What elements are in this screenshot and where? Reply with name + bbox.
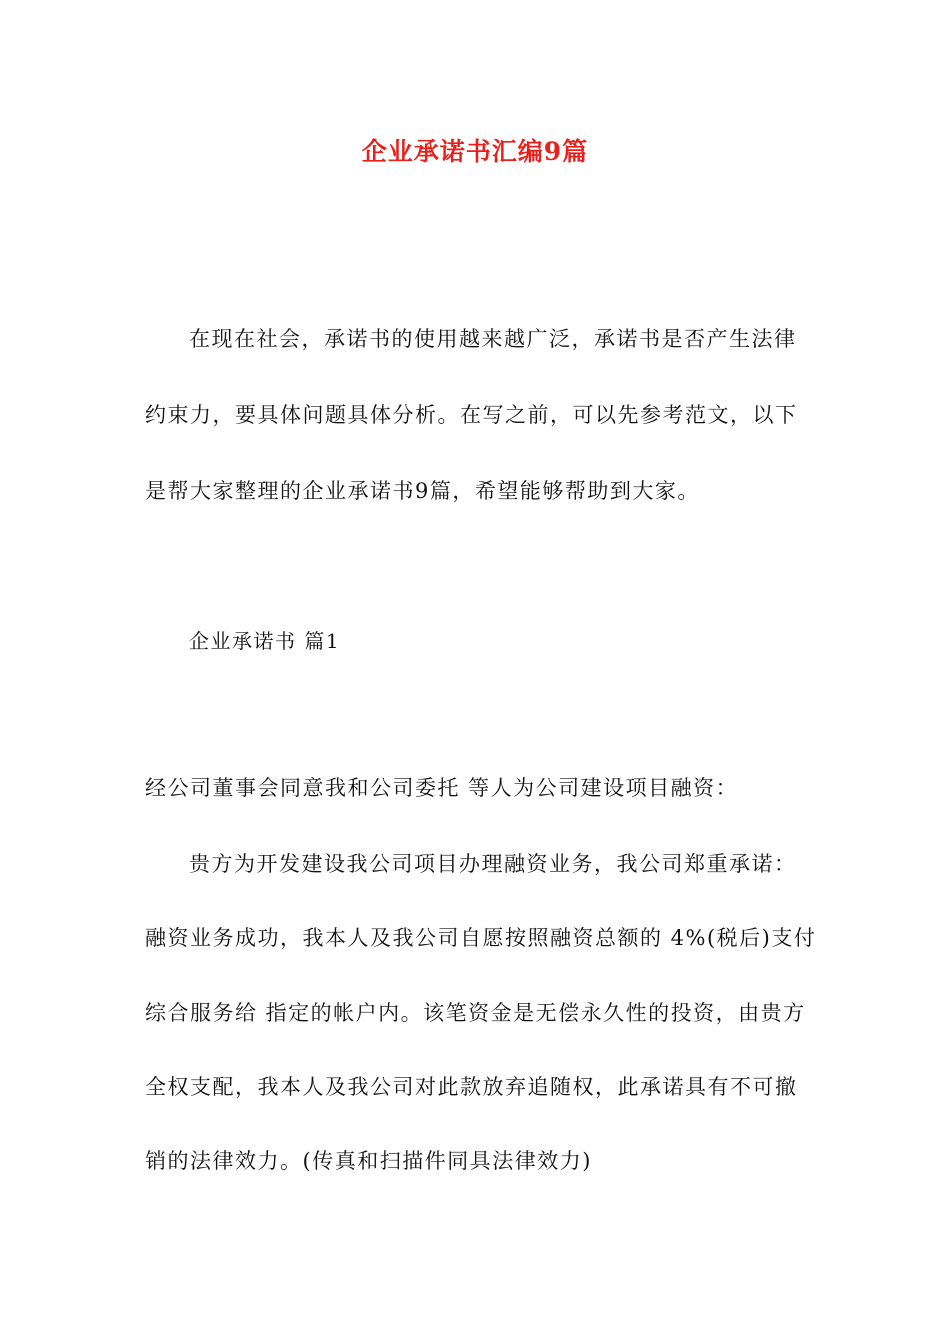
body-line-2: 贵方为开发建设我公司项目办理融资业务，我公司郑重承诺：: [189, 852, 797, 876]
intro-line-1: 在现在社会，承诺书的使用越来越广泛，承诺书是否产生法律: [189, 327, 797, 351]
body-line-4: 综合服务给 指定的帐户内。该笔资金是无偿永久性的投资，由贵方: [145, 1001, 806, 1025]
body-line-6: 销的法律效力。(传真和扫描件同具法律效力): [145, 1149, 592, 1173]
document-title: 企业承诺书汇编9篇: [361, 137, 589, 166]
section-heading: 企业承诺书 篇1: [189, 629, 341, 653]
intro-line-2: 约束力，要具体问题具体分析。在写之前，可以先参考范文，以下: [145, 403, 798, 427]
body-line-3: 融资业务成功，我本人及我公司自愿按照融资总额的 4%(税后)支付: [145, 926, 817, 950]
body-line-5: 全权支配，我本人及我公司对此款放弃追随权，此承诺具有不可撤: [145, 1075, 798, 1099]
body-line-1: 经公司董事会同意我和公司委托 等人为公司建设项目融资：: [145, 776, 739, 800]
intro-line-3: 是帮大家整理的企业承诺书9篇，希望能够帮助到大家。: [145, 479, 700, 503]
